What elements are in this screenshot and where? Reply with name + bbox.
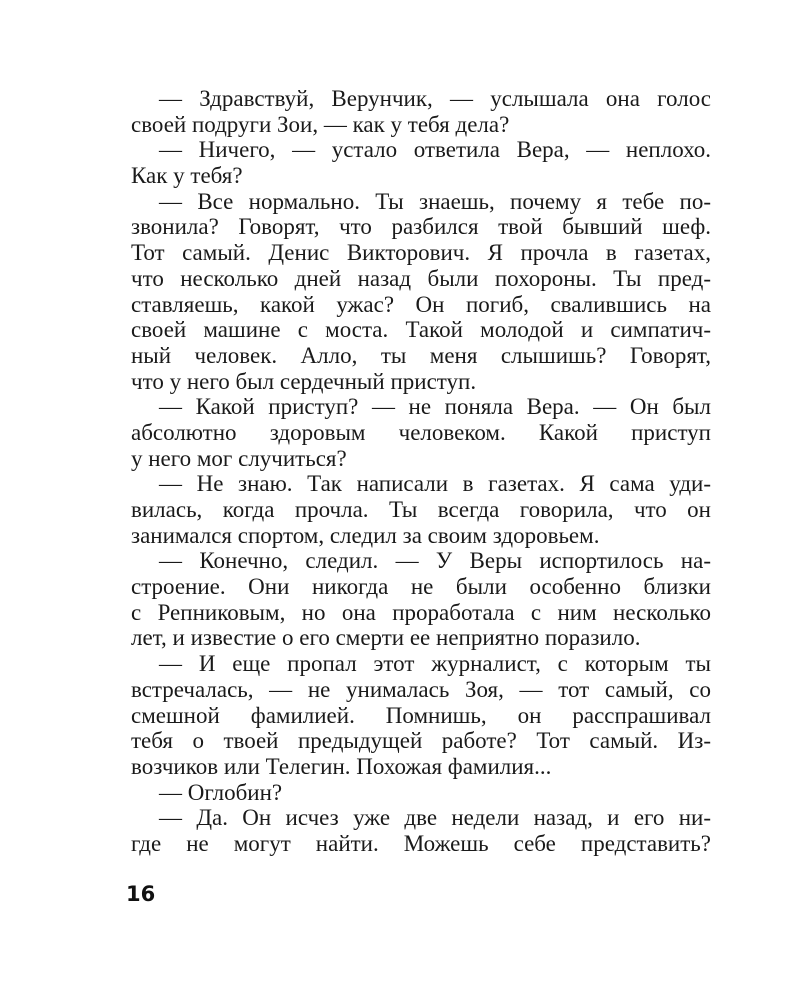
text-line: занимался спортом, следил за своим здоровьем.: [131, 522, 600, 548]
text-line: ставляешь, какой ужас? Он погиб, свалившись на: [131, 291, 711, 317]
text-line: лет, и известие о его смерти ее неприятно поразило.: [131, 625, 641, 651]
text-line: — Да. Он исчез уже две недели назад, и его ни-: [159, 805, 711, 831]
text-line: смешной фамилией. Помнишь, он расспрашивал: [131, 702, 711, 728]
text-line: — И еще пропал этот журналист, с которым ты: [159, 651, 711, 677]
text-line: — Конечно, следил. — У Веры испортилось на-: [159, 548, 711, 574]
page-number: 16: [126, 882, 156, 906]
text-line: — Все нормально. Ты знаешь, почему я тебе по-: [159, 188, 711, 214]
text-line: — Здравствуй, Верунчик, — услышала она голос: [159, 86, 711, 111]
text-line: вилась, когда прочла. Ты всегда говорила, что он: [131, 497, 711, 522]
text-line: Тот самый. Денис Викторович. Я прочла в газетах,: [131, 240, 711, 266]
text-line: — Какой приступ? — не поняла Вера. — Он был: [159, 394, 711, 420]
text-line: своей подруги Зои, — как у тебя дела?: [131, 111, 510, 137]
text-line: — Не знаю. Так написали в газетах. Я сама уди-: [159, 471, 711, 497]
text-line: своей машине с моста. Такой молодой и симпатич-: [131, 317, 711, 343]
text-line: строение. Они никогда не были особенно близки: [131, 574, 711, 600]
text-line: — Ничего, — устало ответила Вера, — неплохо.: [159, 137, 711, 163]
text-line: абсолютно здоровым человеком. Какой приступ: [131, 419, 711, 445]
text-line: с Репниковым, но она проработала с ним несколько: [131, 599, 711, 625]
text-line: что несколько дней назад были похороны. Ты пред-: [131, 265, 711, 291]
text-line: ный человек. Алло, ты меня слышишь? Говорят,: [131, 342, 711, 368]
text-line: тебя о твоей предыдущей работе? Тот самый. Из-: [131, 728, 711, 754]
text-line: звонила? Говорят, что разбился твой бывший шеф.: [131, 214, 711, 240]
text-line: у него мог случиться?: [131, 445, 347, 471]
text-line: — Оглобин?: [159, 779, 283, 805]
text-line: встречалась, — не унималась Зоя, — тот самый, со: [131, 676, 711, 702]
body-text: [131, 86, 711, 857]
text-line: что у него был сердечный приступ.: [131, 368, 477, 394]
text-line: Как у тебя?: [131, 163, 243, 189]
text-line: возчиков или Телегин. Похожая фамилия...: [131, 753, 552, 779]
text-line: где не могут найти. Можешь себе представить?: [131, 830, 711, 856]
